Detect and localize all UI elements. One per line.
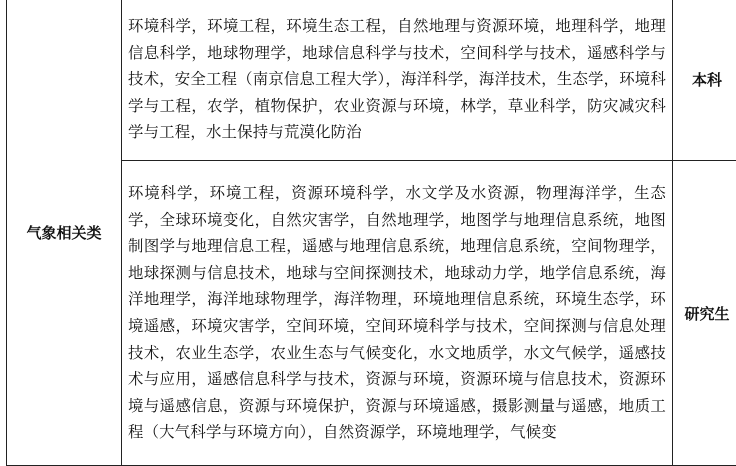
category-label: 气象相关类 xyxy=(26,224,101,242)
majors-cell-undergraduate xyxy=(122,0,673,161)
table-row-undergraduate xyxy=(7,0,736,161)
majors-cell-graduate xyxy=(122,161,673,466)
majors-table xyxy=(6,0,736,466)
category-cell xyxy=(7,0,122,466)
majors-list-undergraduate: 环境科学，环境工程，环境生态工程，自然地理与资源环境，地理科学，地理信息科学，地球物理学，地球信息科学与技术，空间科学与技术，遥感科学与技术，安全工程（南京信息工程大学），海洋科学，海洋技术，生态学，环境科学与工程，农学，植物保护，农业资源与环境，林学，草业科学，防灾减灾科学与工程，水土保持与荒漠化防治 xyxy=(128,13,666,146)
level-label-undergraduate: 本科 xyxy=(692,71,722,89)
level-cell-undergraduate xyxy=(673,0,736,161)
level-cell-graduate xyxy=(673,161,736,466)
majors-list-graduate: 环境科学，环境工程，资源环境科学，水文学及水资源，物理海洋学，生态学，全球环境变化，自然灾害学，自然地理学，地图学与地理信息系统，地图制图学与地理信息工程，遥感与地理信息系统，地理信息系统，空间物理学，地球探测与信息技术，地球与空间探测技术，地球动力学，地学信息系统，海洋地理学，海洋地球物理学，海洋物理，环境地理信息系统，环境生态学，环境遥感，环境灾害学，空间环境，空间环境科学与技术，空间探测与信息处理技术，农业生态学，农业生态与气候变化，水文地质学，水文气候学，遥感技术与应用，遥感信息科学与技术，资源与环境，资源环境与信息技术，资源环境与遥感信息，资源与环境保护，资源与环境遥感，摄影测量与遥感，地质工程（大气科学与环境方向），自然资源学，环境地理学，气候变 xyxy=(128,180,666,446)
level-label-graduate: 研究生 xyxy=(684,305,729,323)
